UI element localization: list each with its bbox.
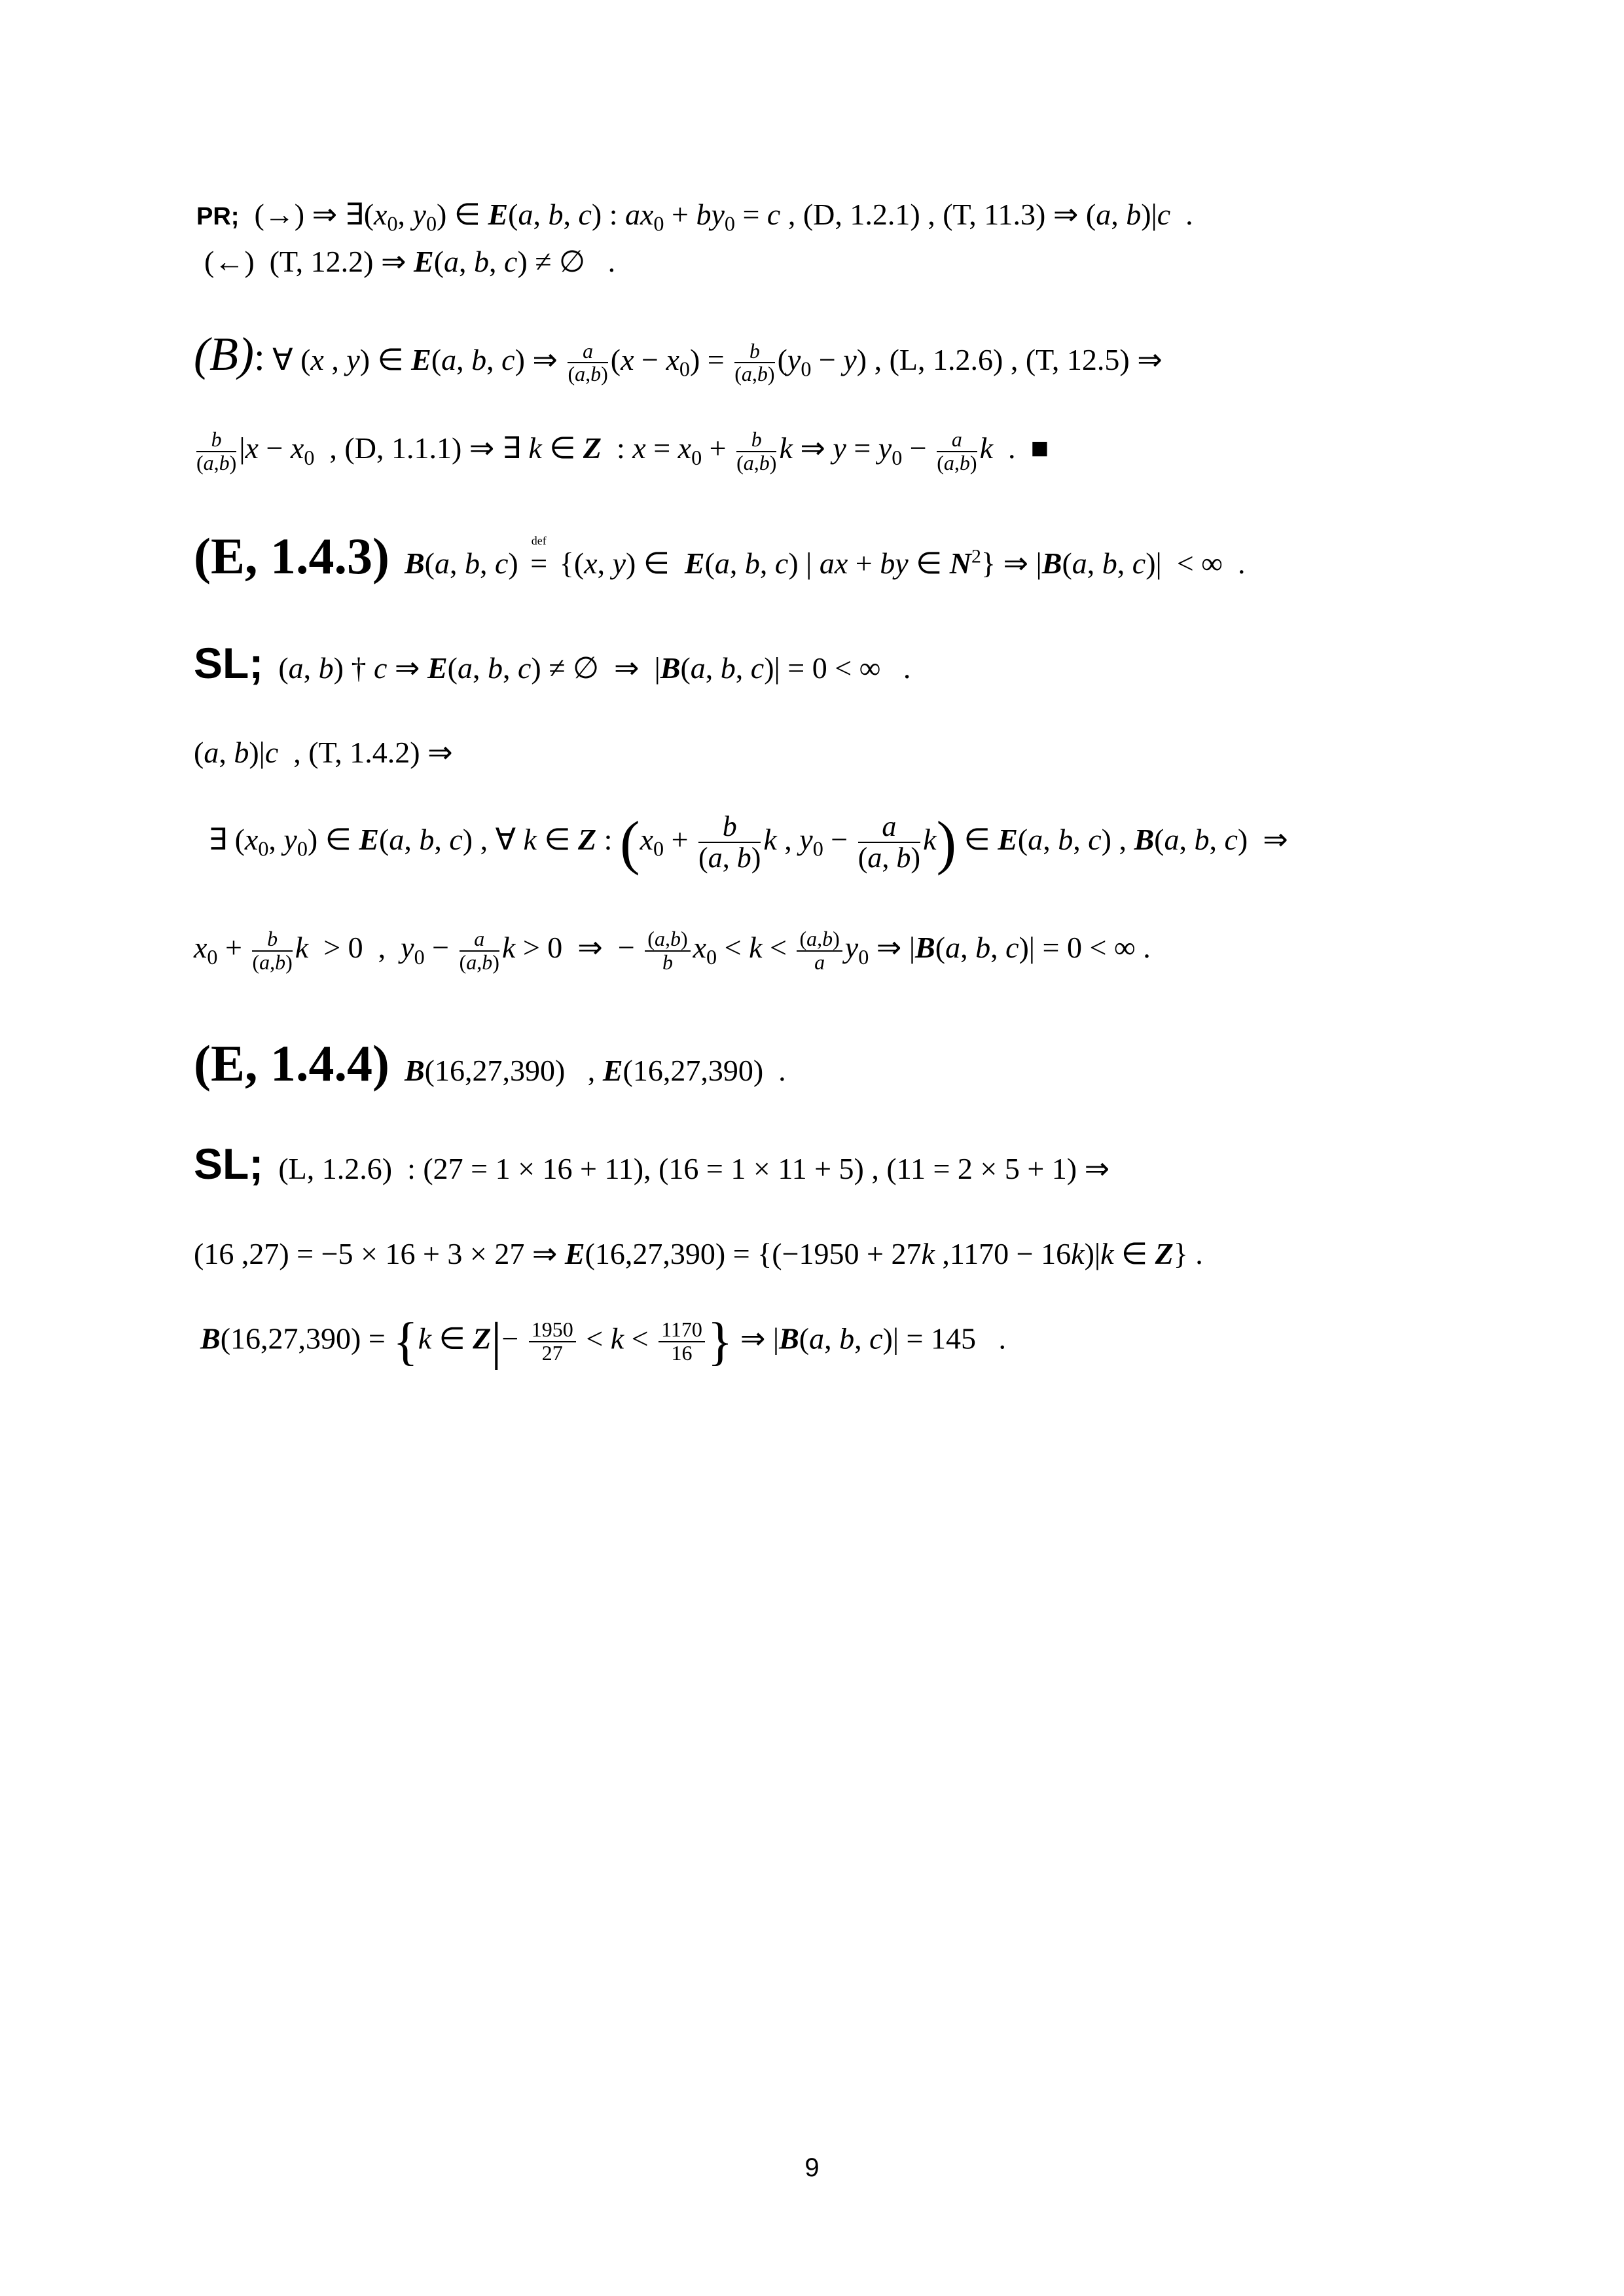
sl-label-2: SL;	[194, 1139, 264, 1188]
part-b-label: (B)	[194, 328, 254, 380]
solution-1-line-2: (a, b)|c , (T, 1.4.2) ⇒	[194, 736, 453, 769]
part-b-line-2: $\frac{b}{(a,b)}$ $|x - x_0$ , (D, 1.1.1) ⇒ ∃ k ∈ Z : $x = x_0$ + $\frac{b}{(a,b)}$ k ⇒ $y = y_0$ − $\frac{a}{(a,b)}$ k . ■	[196, 427, 1049, 475]
def-equals-icon: def =	[530, 534, 548, 580]
ref-t122: (T, 12.2)	[269, 245, 374, 278]
solution-2-line-2: (16 ,27) = −5 × 16 + 3 × 27 ⇒ E(16,27,390) = {(−1950 + 27k ,1170 − 16k)|k ∈ Z} .	[194, 1237, 1203, 1270]
ref-t113: (T, 11.3)	[943, 198, 1046, 231]
qed-square-icon: ■	[1030, 431, 1049, 465]
solution-2-line-3: B(16,27,390) = {k ∈ Z|− $\frac{1950}{27}$ < k < $\frac{1170}{16}$ } ⇒ |B(a, b, c)| = 145 .	[200, 1313, 1006, 1371]
example-144-label: (E, 1.4.4)	[194, 1035, 389, 1092]
solution-1-line-1: SL; (a, b) † c ⇒ E(a, b, c) ≠ ∅ ⇒ |B(a, b, c)| = 0 < ∞ .	[194, 639, 911, 687]
sl-label-1: SL;	[194, 639, 264, 687]
ref-d111: (D, 1.1.1)	[344, 431, 462, 465]
ref-t142: (T, 1.4.2)	[308, 736, 420, 769]
ref-l126-b: (L, 1.2.6)	[278, 1152, 393, 1185]
solution-1-line-4: $x_0$ + $\frac{b}{(a,b)}$ k > 0 , $y_0$ − $\frac{a}{(a,b)}$ k > 0 ⇒ − $\frac{(a,b)}{b}$ $x_0 < k$ < $\frac{(a,b)}{a}$ $y_0$ ⇒ |B(a, b, c)| = 0 < ∞ .	[194, 927, 1151, 974]
part-b-line-1: (B): ∀ (x , y) ∈ E(a, b, c) ⇒ $\frac{a}{(a,b)}$ $(x - x_0)$ = $\frac{b}{(a,b)}$ $(y_0 - y)$ , (L, 1.2.6) , (T, 12.5) ⇒	[194, 328, 1163, 386]
page-number: 9	[804, 2153, 820, 2182]
example-144-line: (E, 1.4.4) B(16,27,390) , E(16,27,390) .	[194, 1035, 786, 1092]
ref-t125: (T, 12.5)	[1025, 343, 1130, 376]
ref-d121: (D, 1.2.1)	[803, 198, 920, 231]
example-143-line: (E, 1.4.3) B(a, b, c) def = {(x, y) ∈ E(a, b, c) | ax + by ∈ $N^2$} ⇒ |B(a, b, c)| < ∞ .	[194, 528, 1246, 584]
proof-line-2: (←) (T, 12.2) ⇒ E(a, b, c) ≠ ∅ .	[204, 245, 616, 278]
example-143-label: (E, 1.4.3)	[194, 528, 389, 584]
ref-l126-a: (L, 1.2.6)	[889, 343, 1003, 376]
pr-label: PR;	[196, 203, 240, 230]
solution-1-line-3: ∃ ($x_0$, $y_0$) ∈ E(a, b, c) , ∀ k ∈ Z : ($x_0$ + $\frac{b}{(a, b)}$ k , $y_0$ − $\frac{a}{(a, b)}$ k) ∈ E(a, b, c) , B(a, b, c) ⇒	[208, 809, 1288, 876]
solution-2-line-1: SL; (L, 1.2.6) : (27 = 1 × 16 + 11), (16 = 1 × 11 + 5) , (11 = 2 × 5 + 1) ⇒	[194, 1139, 1110, 1188]
proof-line-1: PR; (→) ⇒ $\exists(x_0$, $y_0$) ∈ E(a, b, c) : $ax_0 + by_0 = c$ , (D, 1.2.1) , (T, 11.3) ⇒ (a, b)|c .	[196, 198, 1193, 236]
